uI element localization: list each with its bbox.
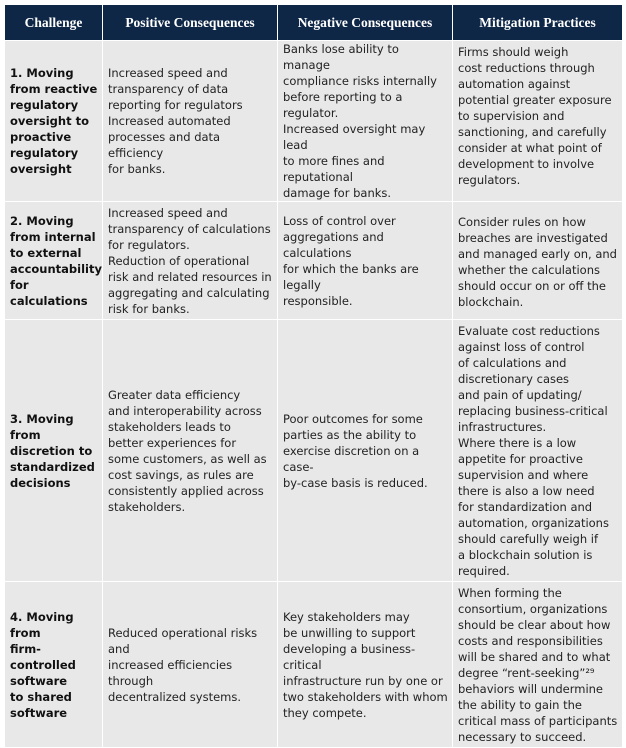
table-row (5, 202, 623, 320)
table-row (5, 582, 623, 748)
mitigation-practices-cell: Evaluate cost reductions against loss of control of calculations and discretionary cases and pain of updating/ replacing business-critical infrastructures. Where there is a low appetite for proactive supervision and where there is also a low need for standardization and automation, organizations should carefully weigh if a blockchain solution is required. (453, 320, 623, 582)
negative-consequences-cell: Poor outcomes for some parties as the ability to exercise discretion on a case- by-case basis is reduced. (278, 320, 453, 582)
mitigation-practices-cell: Consider rules on how breaches are investigated and managed early on, and whether the calculations should occur on or off the blockchain. (453, 202, 623, 320)
header-positive-consequences: Positive Consequences (103, 5, 278, 41)
negative-consequences-cell: Banks lose ability to manage compliance risks internally before reporting to a regulator. Increased oversight may lead to more fines and reputational damage for banks. (278, 41, 453, 202)
header-mitigation-practices: Mitigation Practices (453, 5, 623, 41)
mitigation-practices-cell: Firms should weigh cost reductions through automation against potential greater exposure to supervision and sanctioning, and carefully consider at what point of development to involve regulators. (453, 41, 623, 202)
header-challenge: Challenge (5, 5, 103, 41)
positive-consequences-cell: Increased speed and transparency of calculations for regulators. Reduction of operational risk and related resources in aggregating and calculating risk for banks. (103, 202, 278, 320)
table-row (5, 41, 623, 202)
positive-consequences-cell: Greater data efficiency and interoperability across stakeholders leads to better experiences for some customers, as well as cost savings, as rules are consistently applied across stakeholders. (103, 320, 278, 582)
mitigation-practices-cell: When forming the consortium, organizations should be clear about how costs and responsibilities will be shared and to what degree “rent-seeking”²⁹ behaviors will undermine the ability to gain the critical mass of participants necessary to succeed. (453, 582, 623, 748)
positive-consequences-cell: Reduced operational risks and increased efficiencies through decentralized systems. (103, 582, 278, 748)
table-row (5, 320, 623, 582)
challenge-cell: 3. Moving from discretion to standardized decisions (5, 320, 103, 582)
header-negative-consequences: Negative Consequences (278, 5, 453, 41)
challenge-cell: 2. Moving from internal to external accountability for calculations (5, 202, 103, 320)
challenge-cell: 4. Moving from firm-controlled software to shared software (5, 582, 103, 748)
challenge-cell: 1. Moving from reactive regulatory oversight to proactive regulatory oversight (5, 41, 103, 202)
table-header-row (5, 5, 623, 41)
positive-consequences-cell: Increased speed and transparency of data reporting for regulators Increased automated processes and data efficiency for banks. (103, 41, 278, 202)
negative-consequences-cell: Key stakeholders may be unwilling to support developing a business-critical infrastructure run by one or two stakeholders with whom they compete. (278, 582, 453, 748)
negative-consequences-cell: Loss of control over aggregations and calculations for which the banks are legally responsible. (278, 202, 453, 320)
consequences-table (4, 4, 623, 748)
